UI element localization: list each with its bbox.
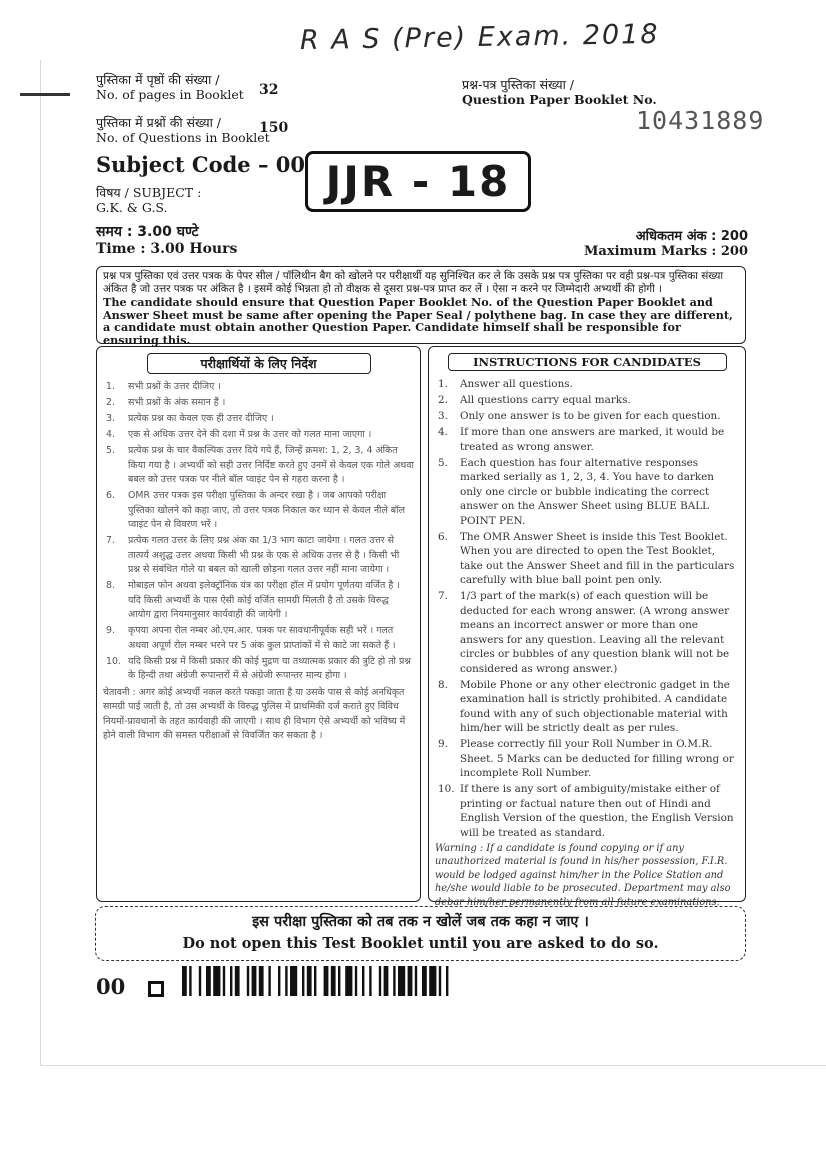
list-item: 6. The OMR Answer Sheet is inside this Test Booklet. When you are directed to open the Test Booklet, take out the Answer Sheet and fill in the particulars carefully with blue ball point pen only.	[438, 530, 735, 586]
english-warning: Warning : If a candidate is found copying or if any unauthorized material is found in his/her possession, F.I.R. would be lodged against him/her in the Police Station and he/she would liable to be prosecuted. Department may also debar him/her permanently from all future examinations.	[435, 842, 731, 908]
barcode-bar	[307, 966, 312, 996]
questions-value: 150	[259, 120, 289, 136]
barcode-bar	[314, 966, 316, 996]
pages-value: 32	[259, 82, 279, 98]
list-item: 10. यदि किसी प्रश्न में किसी प्रकार की कोई मुद्रण या तथ्यात्मक प्रकार की त्रुटि हो तो प्रश्न के हिन्दी तथा अंग्रेजी रूपान्तरों में से अंग्रेजी रूपान्तर मान्य होगा ।	[106, 655, 411, 681]
barcode-bar	[429, 966, 436, 996]
list-item: 1. Answer all questions.	[438, 378, 573, 390]
list-item: 7. 1/3 part of the mark(s) of each question will be deducted for each wrong answer. (A wrong answer means an incorrect answer or more than one answers for any question. Leaving all the relevant circles or bubbles of any question blank will not be considered as wrong answer.)	[438, 590, 730, 675]
hindi-instructions-panel	[96, 346, 421, 902]
list-item: 2. सभी प्रश्नों के अंक समान हैं ।	[106, 397, 226, 408]
handwritten-exam-note: R A S (Pre) Exam. 2018	[299, 18, 660, 57]
english-panel-title: INSTRUCTIONS FOR CANDIDATES	[448, 353, 727, 371]
list-item: 5. Each question has four alternative responses marked serially as 1, 2, 3, 4. You have to darken only one circle or bubble indicating the correct answer on the Answer Sheet using BLUE BALL POINT PEN.	[438, 456, 714, 527]
booklet-serial-number: 10431889	[636, 106, 765, 135]
barcode-bar	[446, 966, 448, 996]
barcode-bar	[324, 966, 329, 996]
english-instructions-panel	[428, 346, 746, 908]
english-instruction-list	[435, 377, 739, 840]
barcode-bar	[182, 966, 187, 996]
list-item: 1. सभी प्रश्नों के उत्तर दीजिए ।	[106, 381, 221, 392]
barcode-bar	[379, 966, 381, 996]
barcode-bar	[362, 966, 364, 996]
barcode-bar	[345, 966, 352, 996]
barcode-bar	[415, 966, 417, 996]
list-item: 9. Please correctly fill your Roll Number in O.M.R. Sheet. 5 Marks can be deducted for filling wrong or incomplete Roll Number.	[438, 738, 734, 779]
booklet-number-label: प्रश्न-पत्र पुस्तिका संख्या / Question Paper Booklet No.	[462, 77, 657, 107]
margin-mark	[20, 93, 70, 96]
barcode-bar	[338, 966, 340, 996]
barcode-bar	[422, 966, 427, 996]
list-item: 4. एक से अधिक उत्तर देने की दशा में प्रश्न के उत्तर को गलत माना जाएगा ।	[106, 429, 372, 440]
barcode-bar	[213, 966, 220, 996]
barcode-bar	[408, 966, 413, 996]
list-item: 10. If there is any sort of ambiguity/mistake either of printing or factual nature then out of Hindi and English Version of the question, the English Version will be treated as standard.	[438, 783, 734, 839]
do-not-open-notice	[95, 906, 746, 961]
seal-notice-hindi: प्रश्न पत्र पुस्तिका एवं उत्तर पत्रक के पेपर सील / पॉलिथीन बैग को खोलने पर परीक्षार्थी यह सुनिश्चित कर ले कि उसके प्रश्न पत्र पुस्तिका पर वही प्रश्न-पत्र पुस्तिका संख्या अंकित है जो उत्तर पत्रक पर अंकित है । इसमें कोई भिन्नता हो तो वीक्षक से दूसरा प्रश्न-पत्र प्राप्त कर लें । ऐसा न करने पर जिम्मेदारी अभ्यर्थी की होगी ।	[103, 270, 724, 295]
list-item: 3. प्रत्येक प्रश्न का केवल एक ही उत्तर दीजिए ।	[106, 413, 274, 424]
barcode-icon	[182, 966, 602, 996]
list-item: 2. All questions carry equal marks.	[438, 394, 631, 406]
max-marks-info: अधिकतम अंक : 200 Maximum Marks : 200	[584, 229, 748, 259]
list-item: 9. कृपया अपना रोल नम्बर ओ.एम.आर. पत्रक पर सावधानीपूर्वक सही भरें । गलत अथवा अपूर्ण रोल नम्बर भरने पर 5 अंक कुल प्राप्तांकों में से काटे जा सकते हैं ।	[106, 625, 396, 651]
series-code-box: JJR - 18	[305, 151, 531, 212]
square-mark-icon	[148, 981, 164, 997]
barcode-bar	[393, 966, 395, 996]
seal-notice-box	[96, 266, 746, 347]
barcode-bar	[285, 966, 287, 996]
list-item: 3. Only one answer is to be given for each question.	[438, 410, 721, 422]
barcode-bar	[369, 966, 371, 996]
barcode-bar	[290, 966, 297, 996]
footer-code: 00	[96, 974, 126, 999]
barcode-bar	[230, 966, 232, 996]
subject-info: विषय / SUBJECT : G.K. & G.S.	[96, 185, 202, 215]
barcode-bar	[189, 966, 191, 996]
list-item: 8. Mobile Phone or any other electronic gadget in the examination hall is strictly prohibited. A candidate found with any of such objectionable material with him/her will be strictly dealt as per rules.	[438, 678, 730, 734]
barcode-bar	[199, 966, 201, 996]
barcode-bar	[302, 966, 304, 996]
pages-label: पुस्तिका में पृष्ठों की संख्या / No. of pages in Booklet	[96, 72, 244, 102]
list-item: 4. If more than one answers are marked, it would be treated as wrong answer.	[438, 426, 725, 453]
barcode-bar	[331, 966, 336, 996]
barcode-bar	[278, 966, 280, 996]
barcode-bar	[384, 966, 389, 996]
hindi-instruction-list	[103, 380, 414, 684]
do-not-open-hindi: इस परीक्षा पुस्तिका को तब तक न खोलें जब तक कहा न जाए ।	[252, 914, 589, 930]
list-item: 5. प्रत्येक प्रश्न के चार वैकल्पिक उत्तर दिये गये हैं, जिन्हें क्रमश: 1, 2, 3, 4 अंकित किया गया है । अभ्यर्थी को सही उत्तर निर्दिष्ट करते हुए उनमें से केवल एक गोले अथवा बबल को उत्तर पत्रक पर नीले बॉल प्वाइंट पेन से गहरा करना है ।	[106, 445, 414, 485]
list-item: 7. प्रत्येक गलत उत्तर के लिए प्रश्न अंक का 1/3 भाग काटा जायेगा । गलत उत्तर से तात्पर्य अशुद्ध उत्तर अथवा किसी भी प्रश्न के एक से अधिक उत्तर से है । किसी भी प्रश्न से संबंधित गोले या बबल को खाली छोड़ना गलत उत्तर नहीं माना जायेगा ।	[106, 535, 400, 575]
list-item: 6. OMR उत्तर पत्रक इस परीक्षा पुस्तिका के अन्दर रखा है । जब आपको परीक्षा पुस्तिका खोलने को कहा जाए, तो उत्तर पत्रक निकाल कर ध्यान से केवल नीले बॉल प्वाइंट पेन से विवरण भरें ।	[106, 490, 405, 530]
barcode-bar	[235, 966, 240, 996]
subject-code: Subject Code – 00	[96, 152, 305, 177]
time-info: समय : 3.00 घण्टे Time : 3.00 Hours	[96, 224, 238, 257]
barcode-bar	[439, 966, 441, 996]
barcode-bar	[398, 966, 405, 996]
barcode-bar	[206, 966, 211, 996]
barcode-bar	[355, 966, 357, 996]
barcode-bar	[223, 966, 225, 996]
barcode-bar	[247, 966, 249, 996]
seal-notice-english: The candidate should ensure that Question Paper Booklet No. of the Question Paper Booklet and Answer Sheet must be same after opening the Paper Seal / polythene bag. In case they are different, a candidate must obtain another Question Paper. Candidate himself shall be responsible for ensuring this.	[103, 295, 733, 347]
list-item: 8. मोबाइल फोन अथवा इलेक्ट्रॉनिक यंत्र का परीक्षा हॉल में प्रयोग पूर्णतया वर्जित है । यदि किसी अभ्यर्थी के पास ऐसी कोई वर्जित सामग्री मिलती है तो उसके विरुद्ध आयोग द्वारा नियमानुसार कार्यवाही की जायेगी ।	[106, 580, 400, 620]
hindi-panel-title: परीक्षार्थियों के लिए निर्देश	[147, 353, 371, 374]
barcode-bar	[268, 966, 270, 996]
do-not-open-english: Do not open this Test Booklet until you are asked to do so.	[182, 935, 659, 952]
barcode-bar	[259, 966, 264, 996]
barcode-bar	[252, 966, 257, 996]
hindi-warning: चेतावनी : अगर कोई अभ्यर्थी नकल करते पकड़ा जाता है या उसके पास से कोई अनधिकृत सामग्री पाई जाती है, तो उस अभ्यर्थी के विरुद्ध पुलिस में प्राथमिकी दर्ज कराते हुए विविध नियमों-प्रावधानों के तहत कार्यवाही की जाएगी । साथ ही विभाग ऐसे अभ्यर्थी को भविष्य में होने वाली विभाग की समस्त परीक्षाओं से विवर्जित कर सकता है ।	[103, 686, 406, 741]
questions-label: पुस्तिका में प्रश्नों की संख्या / No. of Questions in Booklet	[96, 115, 270, 145]
